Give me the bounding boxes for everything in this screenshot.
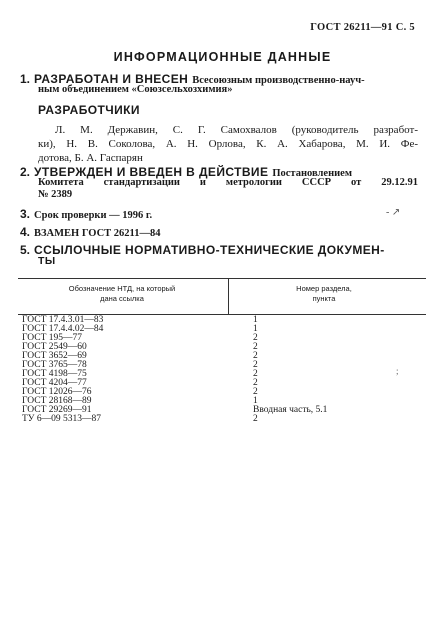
section-5-heading-line-1: ССЫЛОЧНЫЕ НОРМАТИВНО-ТЕХНИЧЕСКИЕ ДОКУМЕН-	[34, 243, 385, 257]
table-cell-section: 2	[253, 342, 258, 352]
table-cell-section: Вводная часть, 5.1	[253, 405, 328, 415]
table-cell-section: 2	[253, 351, 258, 361]
section-2-heading: УТВЕРЖДЕН И ВВЕДЕН В ДЕЙСТВИЕ	[34, 165, 269, 179]
table-cell-document: ГОСТ 4198—75	[22, 369, 87, 379]
table-header-section	[234, 284, 414, 304]
table-cell-section: 2	[253, 387, 258, 397]
table-cell-document: ГОСТ 3765—78	[22, 360, 87, 370]
developers-line-2: ки), Н. В. Соколова, А. Н. Орлова, К. А. Хабарова, М. И. Фе-	[38, 138, 418, 150]
table-cell-document: ТУ 6—09 5313—87	[22, 414, 102, 424]
table-cell-document: ГОСТ 29269—91	[22, 405, 92, 415]
table-cell-document: ГОСТ 17.4.4.02—84	[22, 324, 104, 334]
page-header-code: ГОСТ 26211—91 С. 5	[310, 22, 415, 33]
table-cell-section: 2	[253, 369, 258, 379]
section-3-number: 3.	[20, 207, 31, 221]
section-3-text: Срок проверки — 1996 г.	[34, 210, 153, 221]
section-3	[20, 205, 420, 223]
page-title: ИНФОРМАЦИОННЫЕ ДАННЫЕ	[113, 50, 332, 64]
table-cell-document: ГОСТ 4204—77	[22, 378, 87, 388]
developers-heading: РАЗРАБОТЧИКИ	[38, 103, 140, 117]
section-4	[20, 223, 420, 241]
section-5-number: 5.	[20, 243, 31, 257]
table-cell-section: 1	[253, 396, 258, 406]
table-cell-document: ГОСТ 3652—69	[22, 351, 87, 361]
section-1-heading: РАЗРАБОТАН И ВНЕСЕН	[34, 72, 189, 86]
table-header-document	[22, 284, 222, 304]
section-5-heading-line-2: ТЫ	[38, 255, 56, 267]
table-header-document-line-1: Обозначение НТД, на который	[68, 284, 176, 293]
table-cell-section: 1	[253, 324, 258, 334]
table-cell-document: ГОСТ 12026—76	[22, 387, 92, 397]
section-1-text-cont: ным объединением «Союзсельхозхимия»	[38, 84, 233, 95]
table-cell-document: ГОСТ 28168—89	[22, 396, 92, 406]
table-cell-document: ГОСТ 195—77	[22, 333, 82, 343]
table-row	[0, 415, 445, 424]
section-2-number: 2.	[20, 165, 31, 179]
table-cell-section: 2	[253, 414, 258, 424]
table-header-section-line-1: Номер раздела,	[296, 284, 352, 293]
table-cell-section: 2	[253, 333, 258, 343]
table-column-divider	[228, 278, 229, 314]
table-cell-document: ГОСТ 2549—60	[22, 342, 87, 352]
developers-line-3: дотова, Б. А. Гаспарян	[38, 152, 143, 164]
section-4-text: ВЗАМЕН ГОСТ 26211—84	[34, 228, 161, 239]
margin-mark: - ↗	[386, 207, 401, 218]
section-4-number: 4.	[20, 225, 31, 239]
table-top-rule	[18, 278, 426, 279]
table-header-section-line-2: пункта	[312, 294, 336, 303]
developers-line-1: Л. М. Державин, С. Г. Самохвалов (руководитель разработ-	[55, 124, 418, 136]
section-1-text: Всесоюзным производственно-науч-	[192, 75, 365, 86]
section-1-number: 1.	[20, 72, 31, 86]
table-cell-section: 1	[253, 315, 258, 325]
section-2-line-2: Комитета стандартизации и метрологии СССР от 29.12.91	[38, 177, 418, 188]
table-cell-section: 2	[253, 378, 258, 388]
scan-mark: ;	[396, 366, 399, 376]
section-2-line-3: № 2389	[38, 189, 73, 200]
table-cell-section: 2	[253, 360, 258, 370]
table-header-document-line-2: дана ссылка	[100, 294, 144, 303]
section-2-text: Постановлением	[272, 168, 352, 179]
table-cell-document: ГОСТ 17.4.3.01—83	[22, 315, 104, 325]
